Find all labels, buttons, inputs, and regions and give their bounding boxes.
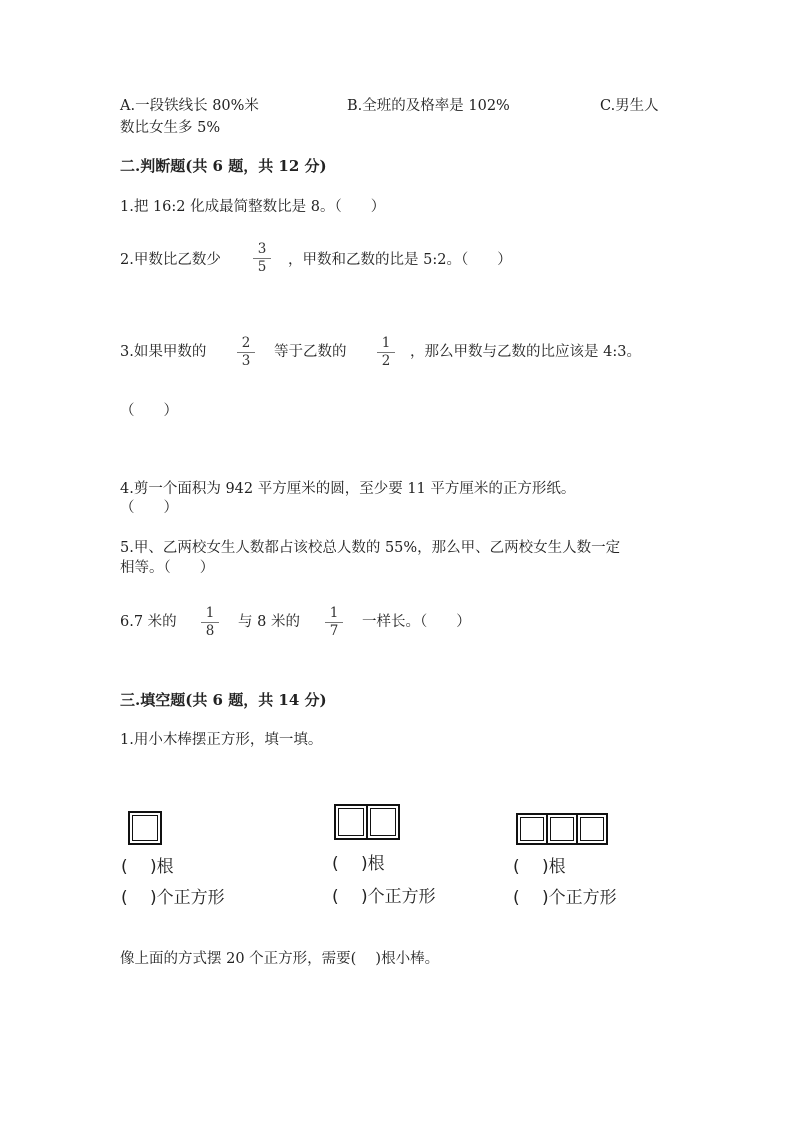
stick-figure-3-squares xyxy=(516,813,608,845)
fill-question-1: 1.用小木棒摆正方形，填一填。 xyxy=(120,732,323,748)
section-2-title: 二.判断题(共 6 题，共 12 分) xyxy=(120,157,327,175)
fraction-numerator: 1 xyxy=(329,605,339,621)
judge-question-1: 1.把 16:2 化成最简整数比是 8。（ ） xyxy=(120,199,386,215)
fraction-denominator: 5 xyxy=(257,259,267,275)
fraction-denominator: 7 xyxy=(329,623,339,639)
stick-square-inner xyxy=(580,817,604,841)
fraction-denominator: 8 xyxy=(205,623,215,639)
option-c: C.男生人 xyxy=(600,98,659,114)
stick-square-inner xyxy=(550,817,574,841)
figure-3-squares-blank: ( )个正方形 xyxy=(513,888,617,908)
fraction-numerator: 3 xyxy=(257,241,267,257)
judge-question-2-prefix: 2.甲数比乙数少 xyxy=(120,252,221,268)
stick-square-inner xyxy=(338,808,364,836)
judge-question-4-line1: 4.剪一个面积为 942 平方厘米的圆，至少要 11 平方厘米的正方形纸。 xyxy=(120,481,576,497)
stick-square-inner xyxy=(520,817,544,841)
fraction-1-2 xyxy=(377,336,395,369)
judge-question-3-middle: 等于乙数的 xyxy=(274,344,347,360)
judge-question-5-line1: 5.甲、乙两校女生人数都占该校总人数的 55%，那么甲、乙两校女生人数一定 xyxy=(120,540,621,556)
option-b: B.全班的及格率是 102% xyxy=(347,98,510,114)
option-a: A.一段铁线长 80%米 xyxy=(120,98,259,114)
judge-question-4-line2: （ ） xyxy=(120,500,178,516)
judge-question-3-answer: （ ） xyxy=(120,403,178,419)
fraction-numerator: 2 xyxy=(241,335,251,351)
fraction-1-8 xyxy=(201,606,219,639)
judge-question-2-suffix: ，甲数和乙数的比是 5:2。（ ） xyxy=(288,252,512,268)
fraction-numerator: 1 xyxy=(205,605,215,621)
stick-square-inner xyxy=(370,808,396,836)
judge-question-3-suffix: ，那么甲数与乙数的比应该是 4:3。 xyxy=(410,344,641,360)
section-3-title: 三.填空题(共 6 题，共 14 分) xyxy=(120,691,327,709)
stick-square-inner xyxy=(132,815,158,841)
fraction-3-5 xyxy=(253,242,271,275)
judge-question-3-prefix: 3.如果甲数的 xyxy=(120,344,207,360)
fraction-2-3 xyxy=(237,336,255,369)
option-c-continued: 数比女生多 5% xyxy=(120,120,221,136)
fraction-denominator: 3 xyxy=(241,353,251,369)
figure-3-sticks-blank: ( )根 xyxy=(513,857,566,877)
figure-2-squares-blank: ( )个正方形 xyxy=(332,887,436,907)
judge-question-6-middle: 与 8 米的 xyxy=(238,614,300,630)
fill-question-1-follow-up: 像上面的方式摆 20 个正方形，需要( )根小棒。 xyxy=(120,951,440,967)
judge-question-5-line2: 相等。（ ） xyxy=(120,560,215,576)
stick-figure-2-squares xyxy=(334,804,400,840)
figure-2-sticks-blank: ( )根 xyxy=(332,854,385,874)
fraction-denominator: 2 xyxy=(381,353,391,369)
fraction-numerator: 1 xyxy=(381,335,391,351)
judge-question-6-prefix: 6.7 米的 xyxy=(120,614,177,630)
figure-1-sticks-blank: ( )根 xyxy=(121,857,174,877)
fraction-1-7 xyxy=(325,606,343,639)
judge-question-6-suffix: 一样长。（ ） xyxy=(362,614,471,630)
stick-figure-1-square xyxy=(128,811,164,845)
figure-1-squares-blank: ( )个正方形 xyxy=(121,888,225,908)
